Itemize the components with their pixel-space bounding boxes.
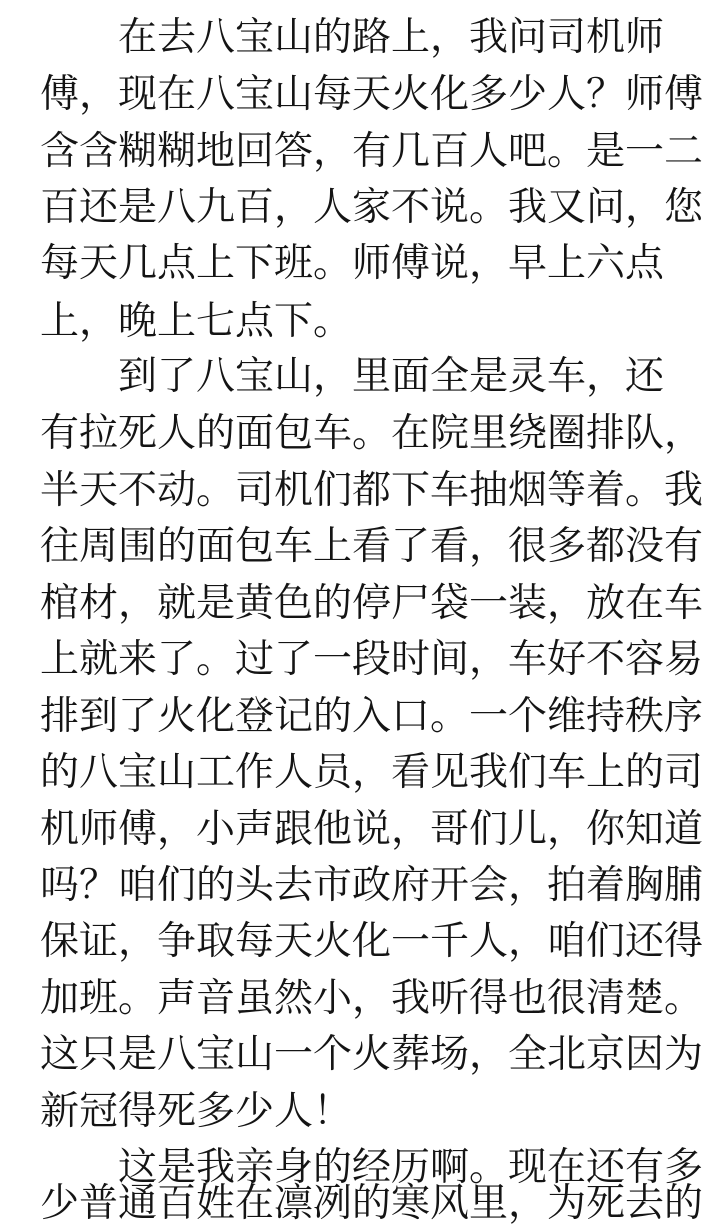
- text-line: 的八宝山工作人员，看见我们车上的司: [40, 750, 703, 795]
- text-line: 吗？咱们的头去市政府开会，拍着胸脯: [40, 863, 703, 908]
- text-line: 保证，争取每天火化一千人，咱们还得: [40, 919, 703, 964]
- text-line: 傅，现在八宝山每天火化多少人？师傅: [40, 72, 703, 117]
- text-line: 有拉死人的面包车。在院里绕圈排队，: [40, 411, 703, 456]
- text-line: 在去八宝山的路上，我问司机师: [118, 15, 665, 60]
- text-line: 这只是八宝山一个火葬场，全北京因为: [40, 1032, 703, 1077]
- text-line: 这是我亲身的经历啊。现在还有多: [118, 1145, 703, 1190]
- text-line: 到了八宝山，里面全是灵车，还: [118, 354, 665, 399]
- text-line: 机师傅，小声跟他说，哥们儿，你知道: [40, 807, 703, 852]
- text-line: 加班。声音虽然小，我听得也很清楚。: [40, 976, 703, 1021]
- text-line: 上就来了。过了一段时间，车好不容易: [40, 637, 703, 682]
- text-line: 新冠得死多少人！: [40, 1089, 353, 1134]
- text-line-cutoff: 少普通百姓在凛冽的寒风里，为死去的: [40, 1181, 703, 1226]
- text-line: 每天几点上下班。师傅说，早上六点: [40, 241, 665, 286]
- text-line: 百还是八九百，人家不说。我又问，您: [40, 185, 703, 230]
- text-line: 半天不动。司机们都下车抽烟等着。我: [40, 468, 703, 513]
- text-line: 上，晚上七点下。: [40, 299, 353, 344]
- text-line: 往周围的面包车上看了看，很多都没有: [40, 524, 703, 569]
- text-line: 排到了火化登记的入口。一个维持秩序: [40, 694, 703, 739]
- text-line: 棺材，就是黄色的停尸袋一装，放在车: [40, 581, 703, 626]
- text-line: 含含糊糊地回答，有几百人吧。是一二: [40, 129, 703, 174]
